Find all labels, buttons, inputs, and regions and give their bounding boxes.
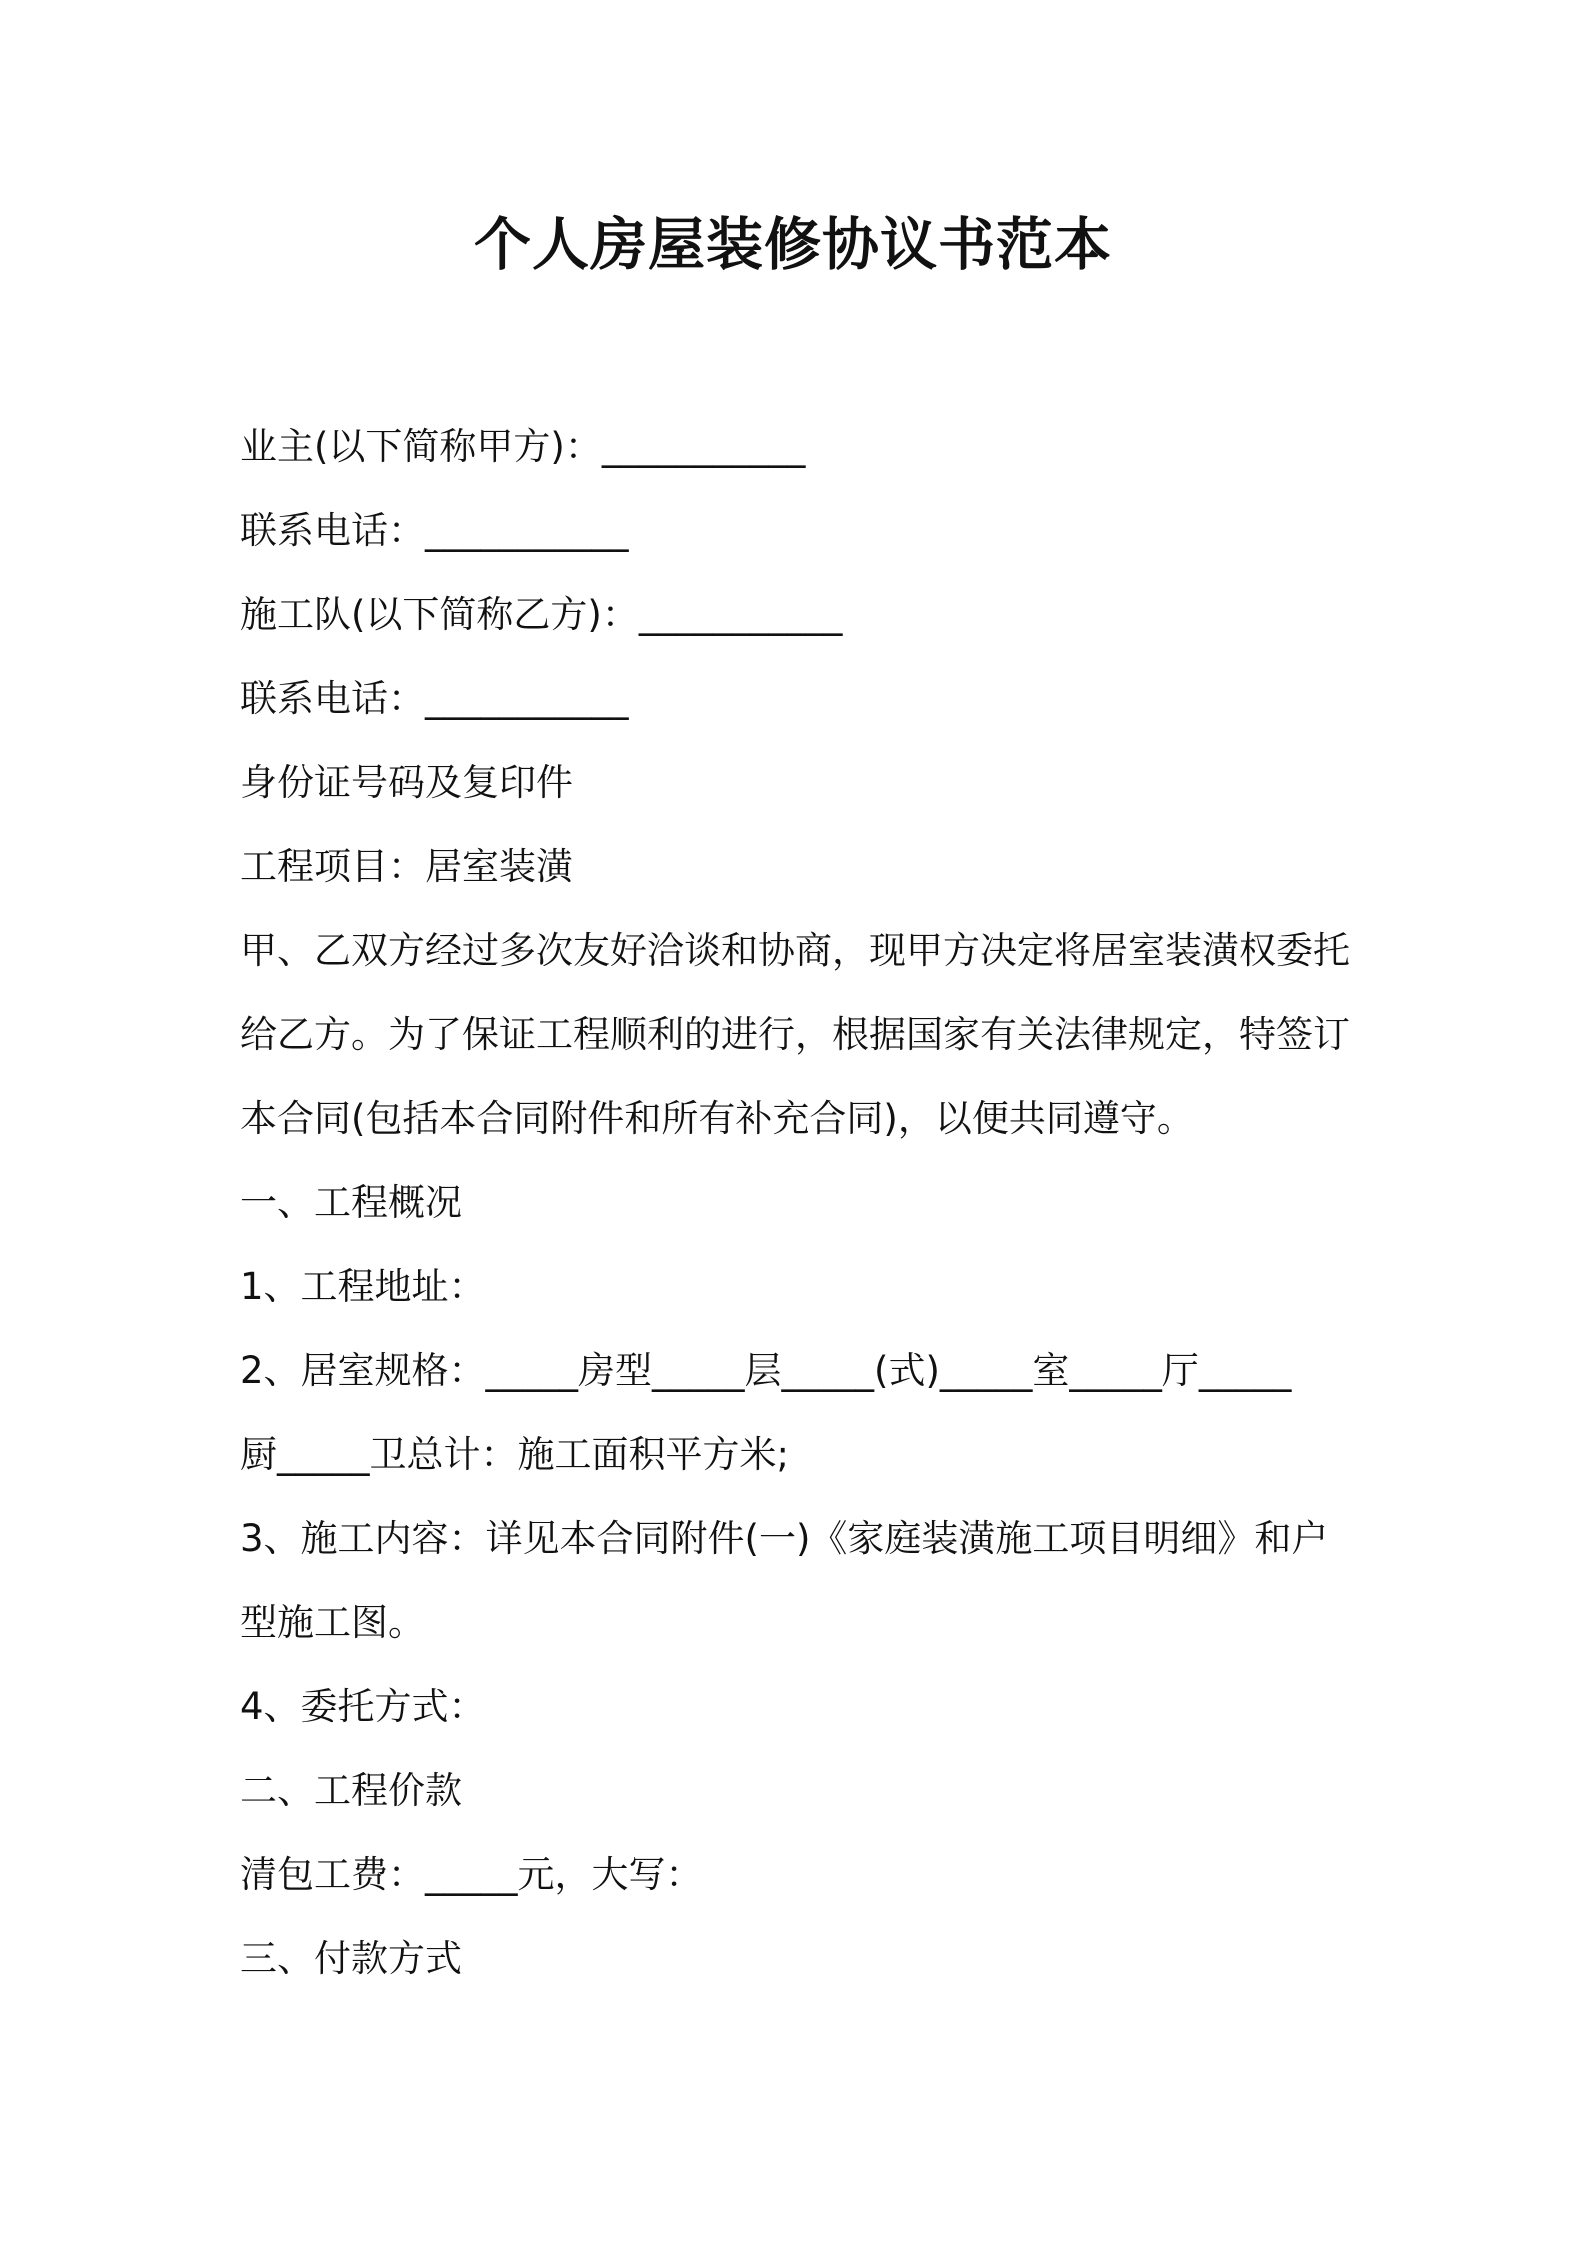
intro-line-3: 本合同(包括本合同附件和所有补充合同)，以便共同遵守。 [240,1097,1194,1140]
id-copy-line: 身份证号码及复印件 [240,761,573,804]
contractor-phone-line: 联系电话：___________ [240,677,629,720]
document-body [240,405,1370,2001]
room-spec-line-2: 厨_____卫总计：施工面积平方米; [240,1433,789,1476]
labor-fee-line: 清包工费：_____元，大写： [240,1853,703,1896]
commission-method-line: 4、委托方式： [240,1685,486,1728]
section-heading-payment: 三、付款方式 [240,1937,462,1980]
section-heading-overview: 一、工程概况 [240,1181,462,1224]
construction-content-line-2: 型施工图。 [240,1601,425,1644]
construction-content-line-1: 3、施工内容：详见本合同附件(一)《家庭装潢施工项目明细》和户 [240,1517,1329,1560]
contractor-line: 施工队(以下简称乙方)：___________ [240,593,843,636]
intro-line-2: 给乙方。为了保证工程顺利的进行，根据国家有关法律规定，特签订 [240,1013,1350,1056]
project-line: 工程项目：居室装潢 [240,845,573,888]
project-address-line: 1、工程地址： [240,1265,486,1308]
document-title: 个人房屋装修协议书范本 [474,212,1112,278]
intro-line-1: 甲、乙双方经过多次友好洽谈和协商，现甲方决定将居室装潢权委托 [240,929,1350,972]
owner-phone-line: 联系电话：___________ [240,509,629,552]
owner-line: 业主(以下简称甲方)：___________ [240,425,806,468]
room-spec-line-1: 2、居室规格：_____房型_____层_____(式)_____室_____厅_____ [240,1349,1292,1392]
section-heading-price: 二、工程价款 [240,1769,462,1812]
